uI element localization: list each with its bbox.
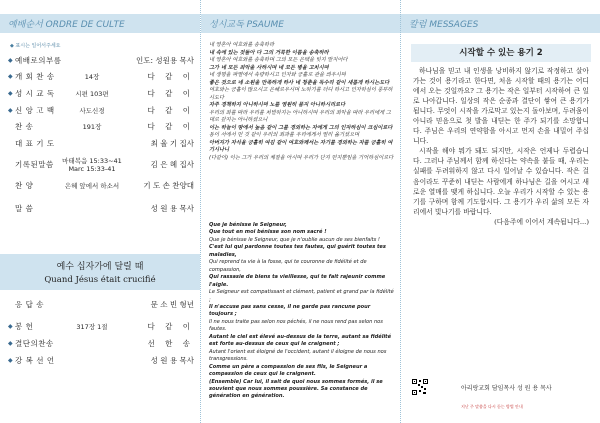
list-item: ◆ 강 복 선 언 성 원 용 목사 bbox=[8, 355, 194, 365]
sermon-title-french: Quand Jésus était crucifié bbox=[44, 275, 156, 285]
list-item: 대 표 기 도 최 율 기 집사 bbox=[15, 138, 194, 148]
list-item: ◆ 예배로의부름 인도: 성원용 목사 bbox=[8, 55, 194, 65]
list-item: ◆ 신 앙 고 백 사도신경 다 같 이 bbox=[8, 105, 194, 115]
message-body: 하나님을 믿고 내 인생을 낭비하지 않기로 작정하고 살아가는 것이 용기라고 한다면, 처음 시작할 때의 용기는 어디에서 오는 것일까요? 그 용기는 작은 일부터 시작하여 큰 일로 나아갑니다. 일상의 작은 순종과 결단이 쌓여 큰 용기가 됩니다. 무엇이 시작을 가로막고 있는지 돌아보며, 두려움이 아니라 믿음으로 첫 발을 내딛는 한 주가 되기를 소망합니다. 주님은 우리의 연약함을 아시고 먼저 손을 내밀어 주십니다. 시작을 해야 뭐가 돼도 되지만, 시작은 언제나 두렵습니다. 그러나 주님께서 함께 하신다는 약속을 붙들 때, 우리는 실패를 두려워하지 않고 다시 일어날 수 있습니다. 작은 걸음이라도 꾸준히 내딛는 사람에게 하나님은 길을 여시고 새로운 열매를 맺게 하십니다. 오늘 우리가 시작할 수 있는 용기를 구하며 함께 기도합시다. 그 용기가 우리 삶의 모든 자리에서 빛나기를 바랍니다. (다음주에 이어서 계속됩니다...) bbox=[413, 67, 589, 226]
star-icon: ◆ bbox=[8, 106, 13, 114]
list-item: 찬 송 191장 다 같 이 bbox=[15, 122, 194, 132]
star-icon: ◆ bbox=[8, 339, 13, 347]
psalm-header: 성시교독 PSAUME bbox=[209, 20, 284, 30]
star-icon: ◆ bbox=[8, 356, 13, 364]
qr-code-icon[interactable] bbox=[411, 378, 429, 396]
sermon-title-korean: 예수 십자가에 달릴 때 bbox=[56, 262, 144, 272]
list-item: 기록된말씀 마태복음 15:33~41 Marc 15:33-41 김 은 혜 집사 bbox=[15, 157, 194, 174]
psalm-korean: 내 영혼아 여호와를 송축하라 내 속에 있는 것들아 다 그의 거룩한 이름을 송축하라 내 영혼아 여호와를 송축하며 그의 모든 은택을 잊지 말지어다 그가 네 모든 죄악을 사하시며 네 모든 병을 고치시며 네 생명을 파멸에서 속량하시고 인자와 긍휼로 관을 씌우시며 좋은 것으로 네 소원을 만족하게 하사 네 청춘을 독수리 같이 새롭게 하시는도다 여호와는 긍휼이 많으시고 은혜로우시며 노하기를 더디 하시고 인자하심이 풍부하시도다 자주 경책하지 아니하시며 노를 영원히 품지 아니하시리로다 우리의 죄를 따라 우리를 처벌하지는 아니하시며 우리의 죄악을 따라 우리에게 그대로 갚지는 아니하셨으니 이는 하늘이 땅에서 높음 같이 그를 경외하는 자에게 그의 인자하심이 크심이로다 동이 서에서 먼 것 같이 우리의 죄과를 우리에게서 멀리 옮기셨으며 아버지가 자식을 긍휼히 여김 같이 여호와께서는 자기를 경외하는 자를 긍휼히 여기시나니 (다같이) 이는 그가 우리의 체질을 아시며 우리가 단지 먼지뿐임을 기억하심이로다 bbox=[209, 42, 394, 161]
footnote: 지난 주 말씀을 다시 듣는 방법 안내 bbox=[461, 404, 523, 409]
list-item: ◆ 개 회 찬 송 14장 다 같 이 bbox=[8, 72, 194, 82]
list-item: 말 씀 성 원 용 목사 bbox=[15, 203, 194, 213]
message-title: 시작할 수 있는 용기 2 bbox=[411, 44, 591, 62]
message-column bbox=[400, 0, 600, 423]
order-header-band bbox=[0, 14, 200, 33]
sermon-title-box bbox=[0, 254, 200, 290]
list-item: 찬 양 은혜 앞에서 하소서 기 도 손 찬양대 bbox=[15, 181, 194, 191]
star-icon: ◆ bbox=[8, 89, 13, 97]
list-item: ◆ 봉 헌 317장 1절 다 같 이 bbox=[8, 322, 194, 332]
message-header: 칼럼 MESSAGES bbox=[409, 20, 479, 30]
psalm-column bbox=[200, 0, 401, 423]
order-of-service-column bbox=[0, 0, 200, 423]
star-icon: ◆ bbox=[8, 323, 13, 331]
list-item: ◆ 성 시 교 독 시편 103편 다 같 이 bbox=[8, 88, 194, 98]
bullet-icon: ◆ bbox=[8, 56, 13, 64]
author-line: 아리랑교회 담임목사 성 원 용 목사 bbox=[461, 385, 552, 392]
order-list bbox=[8, 52, 194, 217]
standing-notice: ◆ 표시는 일어서주세요 bbox=[10, 43, 61, 49]
psalm-french: Que je bénisse le Seigneur, Que tout en moi bénisse son nom sacré ! Que je bénisse le Seigneur, que je n'oublie aucun de ses bienfaits ! C'est lui qui pardonne toutes tes fautes, qui guérit toutes tes maladies, Qui reprend ta vie à la fosse, qui te couronne de fidélité et de compassion, Qui rassasie de biens ta vieillesse, qui te fait rajeunir comme l'aigle. Le Seigneur est compatissant et clément, patient et grand par la fidélité ; Il n'accuse pas sans cesse, il ne garde pas rancune pour toujours ; Il ne nous traite pas selon nos péchés, il ne nous rend pas selon nos fautes. Autant le ciel est élevé au-dessus de la terre, autant sa fidélité est forte au-dessus de ceux qui le craignent ; Autant l'orient est éloigné de l'occident, autant il éloigne de nous nos transgressions. Comme un père a compassion de ses fils, le Seigneur a compassion de ceux qui le craignent. (Ensemble) Car lui, il sait de quoi nous sommes formés, il se souvient que nous sommes poussière. Sa constance de génération en génération. bbox=[209, 222, 394, 400]
list-item: 응 답 송 문 소 빈 형년 bbox=[15, 299, 194, 309]
list-item: ◆ 결단의찬송 선 한 송 bbox=[8, 338, 194, 348]
psalm-header-band bbox=[201, 14, 401, 33]
star-icon: ◆ bbox=[8, 73, 13, 81]
message-header-band bbox=[401, 14, 600, 33]
order-list-2 bbox=[8, 296, 194, 368]
order-header: 예배순서 ORDRE DE CULTE bbox=[8, 20, 125, 30]
